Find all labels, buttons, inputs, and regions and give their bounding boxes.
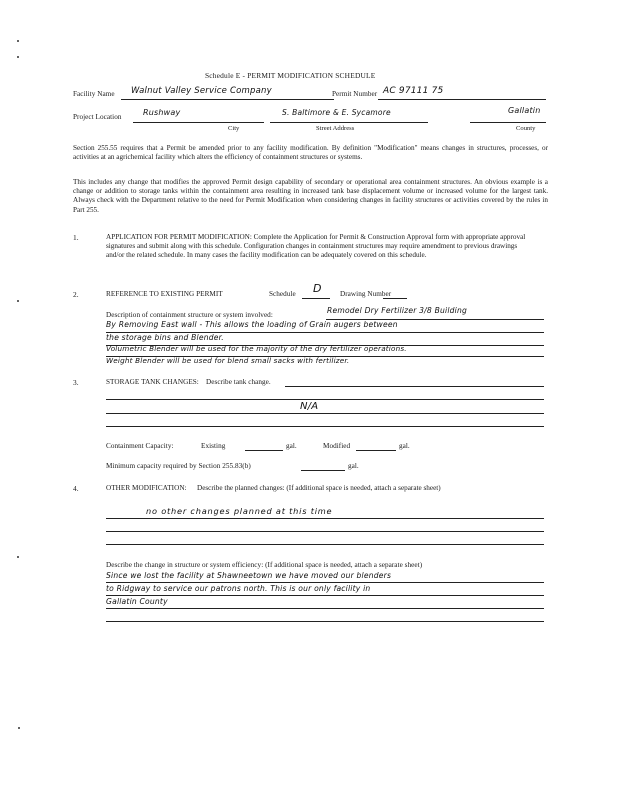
permit-number-value[interactable]: AC 97111 75 bbox=[383, 86, 444, 96]
schedule-underline bbox=[302, 298, 330, 299]
section-3-heading: STORAGE TANK CHANGES: bbox=[106, 378, 199, 386]
other-modification-underline-2 bbox=[106, 531, 544, 532]
city-underline bbox=[133, 122, 264, 123]
section-2-heading: REFERENCE TO EXISTING PERMIT bbox=[106, 290, 223, 298]
city-caption: City bbox=[228, 125, 240, 132]
efficiency-line-3[interactable]: Gallatin County bbox=[106, 597, 168, 606]
city-value[interactable]: Rushway bbox=[143, 108, 181, 117]
describe-tank-change-label: Describe tank change. bbox=[206, 378, 271, 386]
modified-underline bbox=[356, 450, 396, 451]
schedule-title: Schedule E - PERMIT MODIFICATION SCHEDULE bbox=[205, 71, 376, 80]
permit-number-underline bbox=[378, 99, 546, 100]
facility-name-value[interactable]: Walnut Valley Service Company bbox=[131, 86, 272, 96]
street-value[interactable]: S. Baltimore & E. Sycamore bbox=[282, 108, 391, 117]
existing-underline bbox=[245, 450, 283, 451]
description-line-1[interactable]: Remodel Dry Fertilizer 3/8 Building bbox=[327, 306, 467, 315]
efficiency-line-1[interactable]: Since we lost the facility at Shawneetown we have moved our blenders bbox=[106, 571, 392, 580]
minimum-capacity-underline bbox=[301, 470, 345, 471]
scan-speck bbox=[18, 727, 20, 729]
tank-change-underline-4 bbox=[106, 426, 544, 427]
section-2-number: 2. bbox=[73, 290, 79, 299]
efficiency-label: Describe the change in structure or system efficiency: (If additional space is needed, attach a separate sheet) bbox=[106, 561, 423, 569]
existing-gal-label: gal. bbox=[286, 442, 297, 450]
intro-paragraph-1: Section 255.55 requires that a Permit be amended prior to any facility modification. By definition "Modification" means changes in structures, processes, or activities at an agrichemical facility which alters the efficiency of containment structures or systems. bbox=[73, 144, 548, 162]
permit-number-label: Permit Number bbox=[332, 90, 378, 98]
tank-change-underline-2 bbox=[106, 399, 544, 400]
description-line-3[interactable]: the storage bins and Blender. bbox=[106, 333, 224, 342]
scan-speck bbox=[17, 300, 19, 302]
other-modification-underline-3 bbox=[106, 544, 544, 545]
section-1-text: APPLICATION FOR PERMIT MODIFICATION: Complete the Application for Permit & Construction Approval form with appropriate approval signatures and submit along with this schedule. Configuration changes in containment structures may require amendment to previous drawings and/or the related schedule. In many cases the facility modification can be adequately covered on this schedule. bbox=[106, 233, 526, 260]
scan-speck bbox=[17, 556, 19, 558]
street-caption: Street Address bbox=[316, 125, 355, 132]
description-line-4[interactable]: Volumetric Blender will be used for the majority of the dry fertilizer operations. bbox=[106, 344, 407, 353]
schedule-label: Schedule bbox=[269, 290, 296, 298]
description-line-5[interactable]: Weight Blender will be used for blend small sacks with fertilizer. bbox=[106, 356, 350, 365]
section-4-number: 4. bbox=[73, 484, 79, 493]
description-line-2[interactable]: By Removing East wall - This allows the loading of Grain augers between bbox=[106, 320, 398, 329]
scan-speck bbox=[17, 56, 19, 58]
other-modification-underline-1 bbox=[106, 518, 544, 519]
section-1-number: 1. bbox=[73, 233, 79, 242]
minimum-gal-label: gal. bbox=[348, 462, 359, 470]
description-label: Description of containment structure or system involved: bbox=[106, 311, 273, 319]
tank-change-underline-1 bbox=[285, 386, 544, 387]
tank-change-underline-3 bbox=[106, 413, 544, 414]
county-caption: County bbox=[516, 125, 536, 132]
efficiency-underline-4 bbox=[106, 621, 544, 622]
section-4-instruction: Describe the planned changes: (If additional space is needed, attach a separate sheet) bbox=[197, 484, 441, 492]
drawing-number-label: Drawing Number bbox=[340, 290, 392, 298]
efficiency-line-2[interactable]: to Ridgway to service our patrons north. This is our only facility in bbox=[106, 584, 371, 593]
facility-name-underline bbox=[121, 99, 334, 100]
street-underline bbox=[270, 122, 428, 123]
minimum-capacity-label: Minimum capacity required by Section 255.83(b) bbox=[106, 462, 251, 470]
project-location-label: Project Location bbox=[73, 113, 122, 121]
efficiency-underline-1 bbox=[106, 582, 544, 583]
county-value[interactable]: Gallatin bbox=[508, 106, 541, 115]
section-4-heading: OTHER MODIFICATION: bbox=[106, 484, 187, 492]
efficiency-underline-3 bbox=[106, 608, 544, 609]
efficiency-underline-2 bbox=[106, 595, 544, 596]
modified-gal-label: gal. bbox=[399, 442, 410, 450]
intro-paragraph-2: This includes any change that modifies the approved Permit design capability of secondary or operational area containment structures. An obvious example is a change or addition to storage tanks within the containment area resulting in increased tank base displacement volume or increased volume for the largest tank. Always check with the Department relative to the need for Permit Modification when considering changes in facility structures or activities covered by the rules in Part 255. bbox=[73, 178, 548, 214]
section-3-number: 3. bbox=[73, 378, 79, 387]
scan-speck bbox=[17, 40, 19, 42]
modified-label: Modified bbox=[323, 442, 351, 450]
county-underline bbox=[470, 122, 546, 123]
drawing-number-underline bbox=[383, 298, 407, 299]
other-modification-line-1[interactable]: no other changes planned at this time bbox=[146, 506, 333, 516]
tank-change-na[interactable]: N/A bbox=[300, 401, 319, 412]
facility-name-label: Facility Name bbox=[73, 90, 115, 98]
existing-label: Existing bbox=[201, 442, 226, 450]
containment-capacity-label: Containment Capacity: bbox=[106, 442, 174, 450]
schedule-value[interactable]: D bbox=[313, 282, 322, 295]
